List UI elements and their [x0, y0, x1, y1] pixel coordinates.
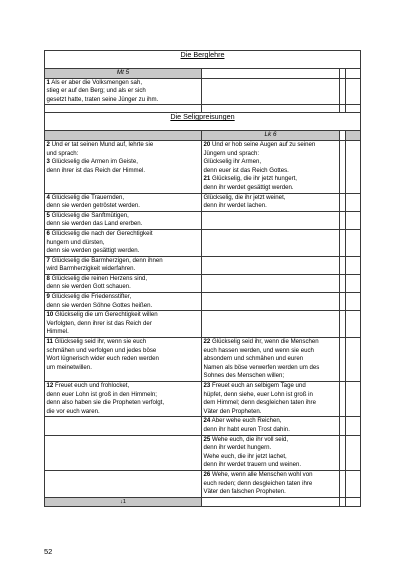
lk-cell [202, 382, 340, 417]
verse-line: 6 Glückselig die nach der Gerechtigkeit [46, 229, 153, 237]
verse-row [45, 193, 361, 211]
verse-line: denn sie werden Gott schauen. [46, 283, 131, 291]
verse-row [45, 274, 361, 292]
mt-cell [45, 417, 202, 435]
verse-line: 20 Und er hob seine Augen auf zu seinen [203, 140, 316, 148]
page-number: 52 [44, 547, 53, 556]
verse-line: dem Himmel; denn desgleichen taten ihre [203, 399, 316, 407]
mt-cell [45, 211, 202, 229]
lk-cell [202, 274, 340, 292]
lk-cell [202, 311, 340, 338]
mt-cell [45, 338, 202, 382]
verse-row [45, 435, 361, 470]
verse-line: denn ihr werdet trauern und weinen. [203, 461, 302, 469]
verse-line: Glückselig, die ihr jetzt weinet, [203, 193, 286, 201]
mt-cell [45, 193, 202, 211]
verse-row [45, 256, 361, 274]
verse-line: euch reden; denn desgleichen taten ihre [203, 479, 313, 487]
lk-cell [202, 417, 340, 435]
synopsis-table [44, 50, 361, 507]
footer-row [45, 497, 361, 507]
lk-cell [202, 435, 340, 470]
verse-line: Jüngern und sprach: [203, 149, 260, 157]
verse-line: 3 Glückselig die Armen im Geiste, [46, 158, 138, 166]
verse-line: denn sie werden gesättigt werden. [46, 247, 140, 255]
verse-number: 8 [46, 274, 50, 282]
verse-line: schmähen und verfolgen und jedes böse [46, 346, 157, 354]
verse-line: denn also haben sie die Propheten verfolgt, [46, 399, 165, 407]
lk-cell [202, 229, 340, 256]
verse-line: wird Barmherzigkeit widerfahren. [46, 265, 136, 273]
mt-cell [45, 274, 202, 292]
lk-cell [202, 78, 340, 105]
lk-cell [202, 211, 340, 229]
verse-line: und sprach: [46, 149, 79, 157]
verse-line: 26 Wehe, wenn alle Menschen wohl von [203, 470, 313, 478]
lk-cell [202, 293, 340, 311]
verse-line: denn ihrer ist das Reich der Himmel. [46, 166, 146, 174]
verse-line: absondern und schmähen und euren [203, 355, 304, 363]
verse-line: Verfolgten, denn ihrer ist das Reich der [46, 319, 152, 327]
verse-number: 9 [46, 293, 50, 301]
verse-row [45, 470, 361, 497]
verse-number: 23 [203, 382, 211, 389]
verse-number: 25 [203, 435, 211, 443]
mt-cell [45, 382, 202, 417]
verse-line: um meinetwillen. [46, 363, 92, 371]
verse-number: 12 [46, 382, 54, 389]
verse-number: 21 [203, 175, 211, 183]
verse-line: denn ihr werdet hungern. [203, 444, 272, 452]
verse-line: 12 Freuet euch und frohlocket, [46, 382, 130, 389]
spacer-row [45, 105, 361, 113]
verse-line: 24 Aber wehe euch Reichen, [203, 417, 282, 425]
verse-line: 8 Glückselig die reinen Herzens sind, [46, 274, 148, 282]
verse-number: 10 [46, 311, 54, 319]
section-title-row [45, 113, 361, 131]
verse-line: Sohnes des Menschen willen; [203, 372, 285, 380]
verse-row [45, 338, 361, 382]
verse-line: die vor euch waren. [46, 407, 100, 415]
gospel-header-row [45, 131, 361, 141]
verse-line: hüpfet, denn siehe, euer Lohn ist groß in [203, 390, 313, 398]
verse-line: 2 Und er tat seinen Mund auf, lehrte sie [46, 140, 154, 148]
section-title-seligpreisungen: Die Seligpreisungen [45, 113, 361, 131]
lk-cell [202, 140, 340, 193]
verse-line: denn euer Lohn ist groß in den Himmeln; [46, 390, 157, 398]
verse-line: denn sie werden getröstet werden. [46, 202, 140, 210]
verse-line: hungern und dürsten, [46, 238, 105, 246]
verse-line: denn ihr habt euren Trost dahin. [203, 425, 290, 433]
verse-line: Glückselig ihr Armen, [203, 158, 262, 166]
verse-line: denn ihr werdet gesättigt werden. [203, 183, 294, 191]
verse-line: 11 Glückselig seid ihr, wenn sie euch [46, 338, 147, 346]
gospel-header-row [45, 69, 361, 79]
verse-row [45, 311, 361, 338]
verse-number: 5 [46, 211, 50, 219]
verse-line: 22 Glückselig seid ihr, wenn die Menschen [203, 338, 319, 346]
gospel-header-mt: Mt 5 [45, 69, 202, 79]
mt-cell [45, 470, 202, 497]
verse-number: 3 [46, 158, 50, 166]
mt-cell [45, 229, 202, 256]
verse-number: 4 [46, 193, 50, 201]
lk-cell [202, 256, 340, 274]
verse-line: 7 Glückselig die Barmherzigen, denn ihnen [46, 256, 163, 264]
verse-line: 9 Glückselig die Friedensstifter, [46, 293, 132, 301]
section-title-berglehre: Die Berglehre [45, 51, 361, 69]
verse-line: denn ihr werdet lachen. [203, 202, 267, 210]
verse-row [45, 293, 361, 311]
verse-row [45, 229, 361, 256]
mt-cell [45, 311, 202, 338]
gospel-header-lk: Lk 6 [202, 131, 340, 141]
verse-number: 2 [46, 140, 50, 148]
mt-cell [45, 140, 202, 193]
verse-line: denn sie werden Söhne Gottes heißen. [46, 301, 153, 309]
verse-line: 21 Glückselig, die ihr jetzt hungert, [203, 175, 297, 183]
verse-row [45, 211, 361, 229]
verse-line: Wehe euch, die ihr jetzt lachet, [203, 452, 287, 460]
mt-cell [45, 435, 202, 470]
lk-cell [202, 470, 340, 497]
verse-line: 5 Glückselig die Sanftmütigen, [46, 211, 129, 219]
lk-cell [202, 338, 340, 382]
verse-number: 24 [203, 417, 211, 425]
verse-line: denn sie werden das Land ererben. [46, 220, 143, 228]
lk-cell [202, 193, 340, 211]
verse-line: Namen als böse verwerfen werden um des [203, 363, 320, 371]
verse-number: 6 [46, 229, 50, 237]
verse-row [45, 382, 361, 417]
verse-line: Wort lügnerisch wider euch reden werden [46, 355, 159, 363]
footer-arrow: ↓1 [45, 497, 202, 507]
verse-line: Väter den Propheten. [203, 407, 262, 415]
verse-number: 20 [203, 140, 211, 148]
mt-cell [45, 256, 202, 274]
verse-line: 23 Freuet euch an selbigem Tage und [203, 382, 306, 389]
mt-cell [45, 293, 202, 311]
verse-line: Väter den falschen Propheten. [203, 488, 286, 496]
verse-number: 22 [203, 338, 211, 346]
verse-line: denn euer ist das Reich Gottes. [203, 166, 289, 174]
mt-cell: 1 Als er aber die Volksmengen sah, stieg er auf den Berg; und als er sich gesetzt hatte, traten seine Jünger zu ihm. [45, 78, 202, 105]
verse-line: 25 Wehe euch, die ihr voll seid, [203, 435, 289, 443]
verse-line: Himmel. [46, 328, 69, 336]
verse-number: 26 [203, 470, 211, 478]
verse-number: 11 [46, 338, 53, 346]
verse-row [45, 78, 361, 105]
verse-line: 10 Glückselig die um Gerechtigkeit willen [46, 311, 158, 319]
verse-number: 7 [46, 256, 50, 264]
section-title-row [45, 51, 361, 69]
verse-row [45, 140, 361, 193]
verse-line: 4 Glückselig die Trauernden, [46, 193, 125, 201]
verse-number: 1 [46, 78, 50, 86]
verse-row [45, 417, 361, 435]
verse-line: euch hassen werden, und wenn sie euch [203, 346, 314, 354]
